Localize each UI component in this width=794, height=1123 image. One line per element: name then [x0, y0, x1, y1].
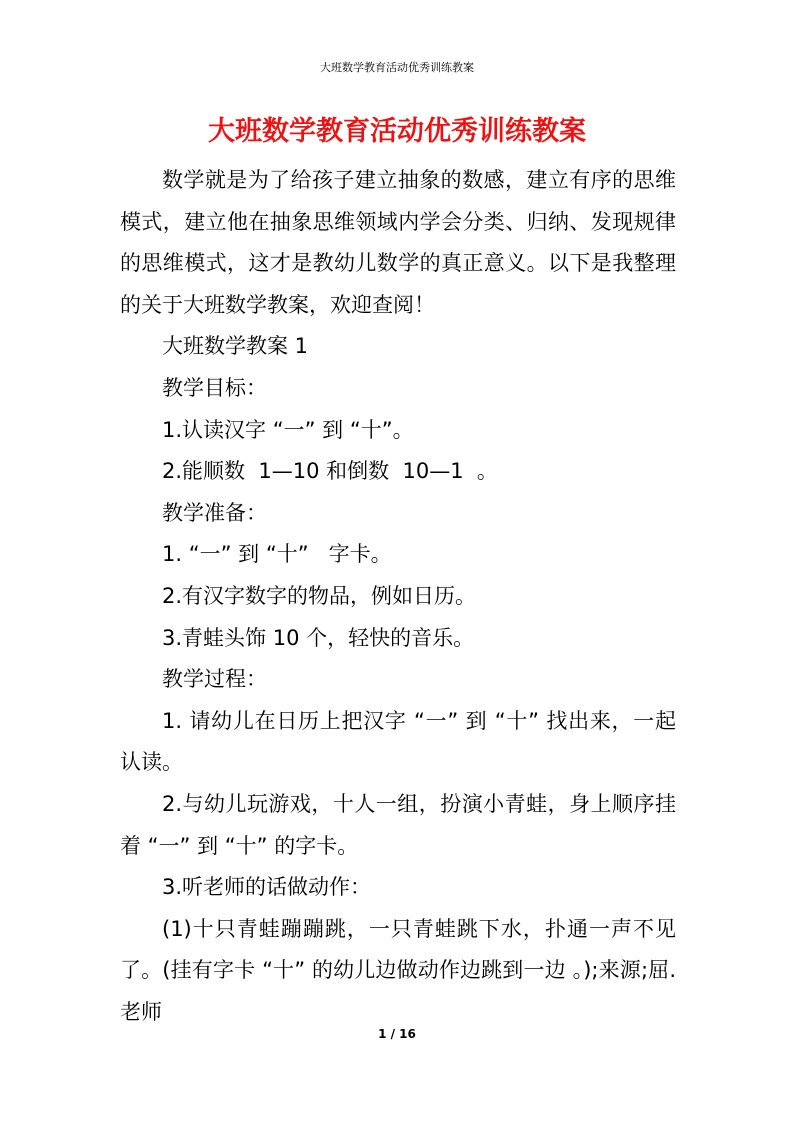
- section-heading-preparation: 教学准备：: [162, 500, 267, 525]
- process-step: 2.与幼儿玩游戏，十人一组，扮演小青蛙，身上顺序挂着 “一” 到 “十” 的字卡。: [120, 791, 676, 858]
- objective-item: 2.能顺数 1—10 和倒数 10—1 。: [162, 459, 498, 484]
- preparation-item: 3.青蛙头饰 10 个，轻快的音乐。: [162, 625, 475, 650]
- document-body: [120, 160, 676, 1033]
- objective-item: 1.认读汉字 “一” 到 “十”。: [162, 417, 414, 442]
- process-step: 3.听老师的话做动作：: [162, 875, 372, 900]
- lesson-heading: 大班数学教案 1: [162, 334, 309, 359]
- preparation-item: 2.有汉字数字的物品，例如日历。: [162, 583, 477, 608]
- running-header: 大班数学教育活动优秀训练教案: [320, 61, 474, 74]
- process-step: 1. 请幼儿在日历上把汉字 “一” 到 “十” 找出来，一起认读。: [120, 708, 676, 775]
- section-heading-process: 教学过程：: [162, 667, 267, 692]
- page-number: 1 / 16: [378, 1027, 416, 1041]
- section-heading-objectives: 教学目标：: [162, 375, 267, 400]
- document-title: 大班数学教育活动优秀训练教案: [208, 116, 586, 147]
- process-substep: (1)十只青蛙蹦蹦跳，一只青蛙跳下水，扑通一声不见了。(挂有字卡 “十” 的幼儿边做动作边跳到一边 。);来源;屈.老师: [120, 916, 676, 1024]
- intro-paragraph: 数学就是为了给孩子建立抽象的数感，建立有序的思维模式，建立他在抽象思维领域内学会分类、归纳、发现规律的思维模式，这才是教幼儿数学的真正意义。以下是我整理的关于大班数学教案，欢迎查阅！: [120, 168, 676, 317]
- preparation-item: 1. “一” 到 “十” 字卡。: [162, 542, 392, 567]
